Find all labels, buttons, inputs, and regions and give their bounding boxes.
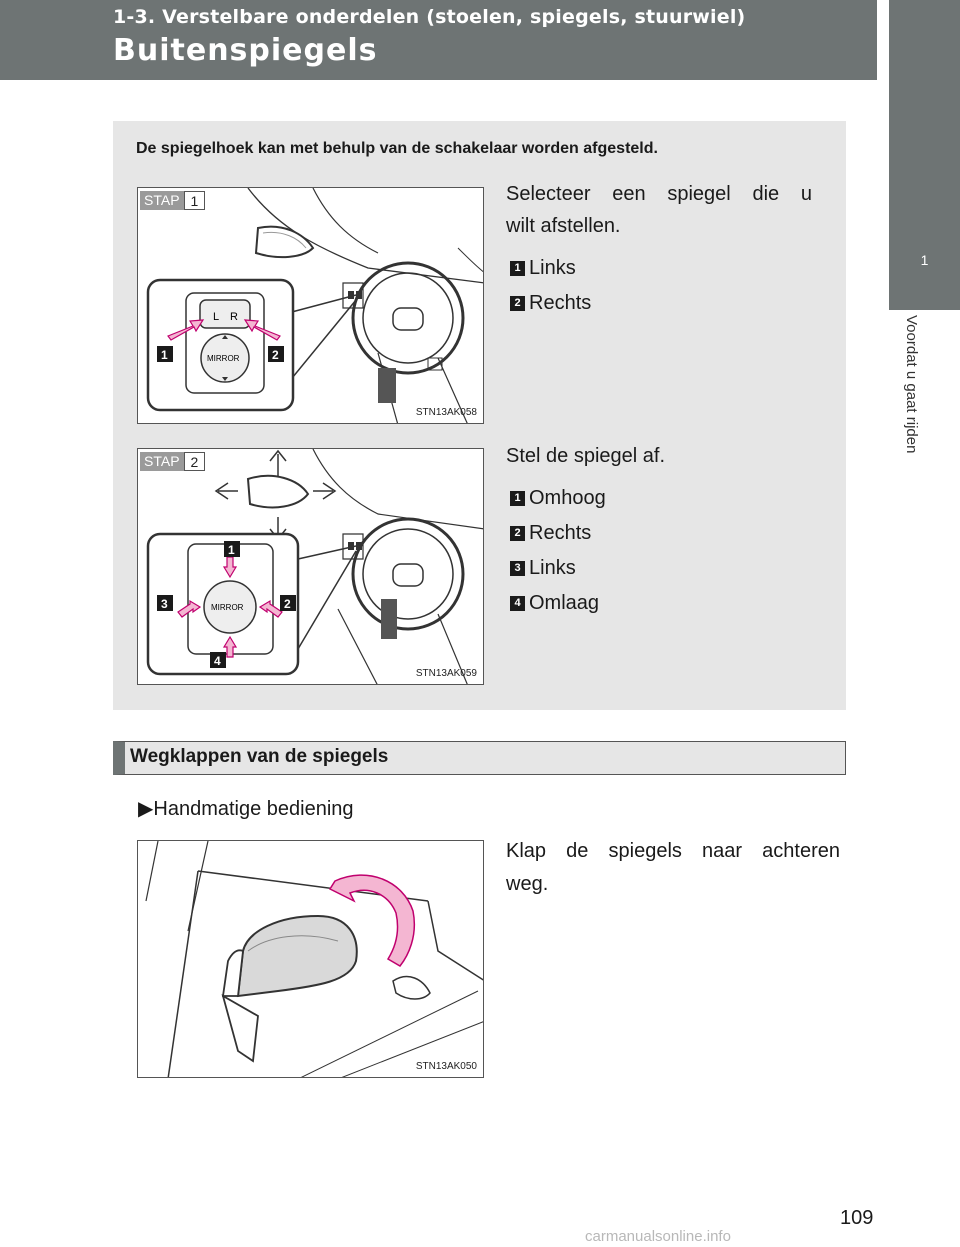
option-label: Links — [529, 257, 576, 279]
fold-figure — [137, 840, 484, 1078]
callout-1: 1 — [161, 348, 168, 362]
step2-instruction: Stel de spiegel af. — [506, 445, 665, 467]
step2-option-4 — [510, 592, 599, 615]
step-word: STAP — [140, 191, 184, 210]
option-badge: 4 — [510, 596, 525, 611]
option-label: Omlaag — [529, 592, 600, 614]
option-badge: 1 — [510, 261, 525, 276]
page-heading: Buitenspiegels — [113, 33, 378, 68]
callout-4: 4 — [214, 654, 221, 668]
subsection-title: Wegklappen van de spiegels — [130, 746, 389, 767]
step1-option-1 — [510, 257, 576, 280]
side-tab-label: Voordat u gaat rijden — [903, 315, 920, 454]
page-number: 109 — [840, 1207, 874, 1229]
callout-3: 3 — [161, 597, 168, 611]
option-label: Rechts — [529, 522, 592, 544]
step-number: 2 — [184, 452, 206, 471]
step-number: 1 — [184, 191, 206, 210]
step2-figure — [137, 448, 484, 685]
step2-option-3 — [510, 557, 576, 580]
step-word: STAP — [140, 452, 184, 471]
callout-2: 2 — [284, 597, 291, 611]
figure-code: STN13AK050 — [415, 1061, 477, 1072]
option-badge: 3 — [510, 561, 525, 576]
step2-option-1 — [510, 487, 606, 510]
option-badge: 2 — [510, 526, 525, 541]
callout-1: 1 — [228, 543, 235, 557]
option-badge: 2 — [510, 296, 525, 311]
option-badge: 1 — [510, 491, 525, 506]
fold-instruction-line1: Klap de spiegels naar achteren — [506, 840, 840, 862]
mode-label — [138, 796, 354, 821]
switch-mirror-label: MIRROR — [211, 603, 244, 612]
fold-illustration — [138, 841, 484, 1078]
play-marker-icon: ▶ — [138, 798, 154, 820]
section-title: 1-3. Verstelbare onderdelen (stoelen, spiegels, stuurwiel) — [113, 6, 746, 28]
watermark: carmanualsonline.info — [585, 1228, 731, 1245]
step1-instruction-line1: Selecteer een spiegel die u — [506, 183, 812, 205]
switch-l-label: L — [213, 311, 220, 323]
step2-option-2 — [510, 522, 591, 545]
side-tab-number: 1 — [889, 190, 960, 310]
step2-label — [140, 452, 205, 471]
step1-figure — [137, 187, 484, 424]
panel-intro: De spiegelhoek kan met behulp van de schakelaar worden afgesteld. — [136, 140, 658, 157]
mode-label-text: Handmatige bediening — [153, 798, 354, 820]
figure-code: STN13AK059 — [415, 668, 477, 679]
step1-option-2 — [510, 292, 591, 315]
option-label: Links — [529, 557, 576, 579]
option-label: Rechts — [529, 292, 592, 314]
callout-2: 2 — [272, 348, 279, 362]
fold-instruction-line2: weg. — [506, 873, 549, 895]
switch-r-label: R — [230, 311, 238, 323]
step1-illustration — [138, 188, 484, 424]
step1-label — [140, 191, 205, 210]
option-label: Omhoog — [529, 487, 606, 509]
figure-code: STN13AK058 — [415, 407, 477, 418]
switch-mirror-label: MIRROR — [207, 354, 240, 363]
step2-illustration — [138, 449, 484, 685]
side-tab-top — [889, 0, 960, 190]
step1-instruction-line2: wilt afstellen. — [506, 215, 621, 237]
